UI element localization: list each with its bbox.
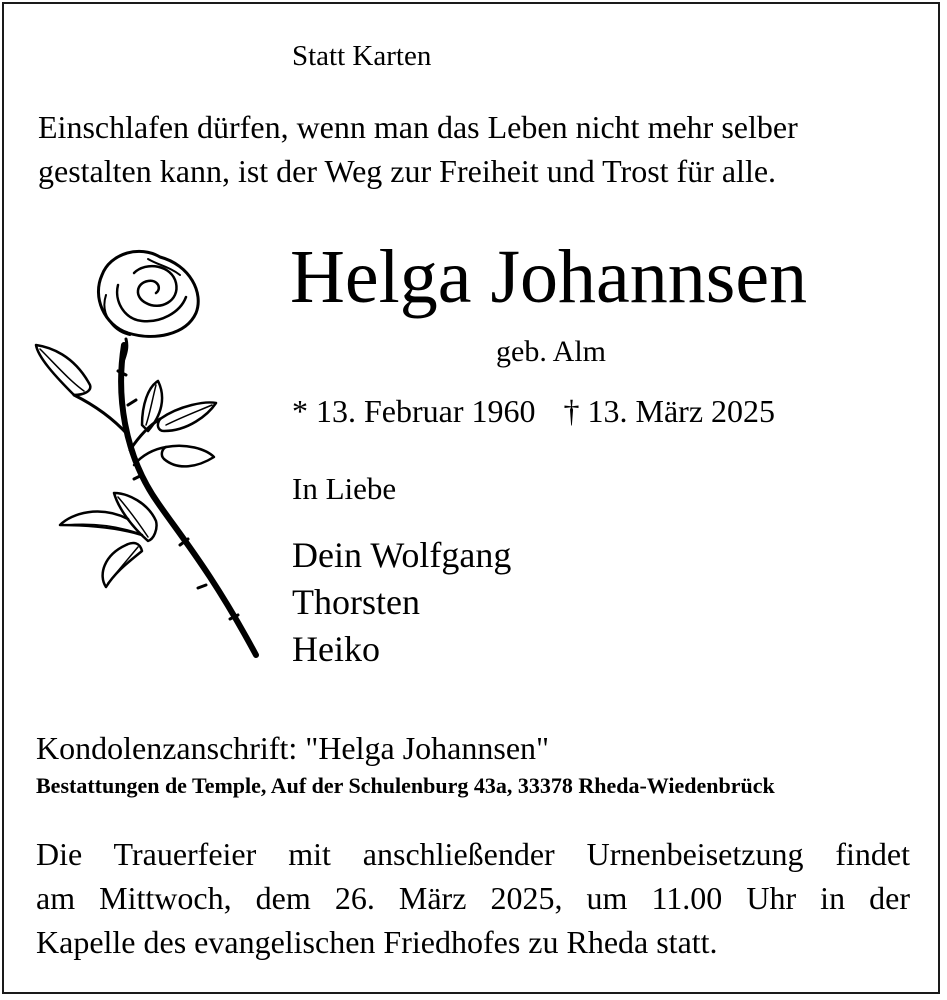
condolence-address: Bestattungen de Temple, Auf der Schulenburg 43a, 33378 Rheda-Wiedenbrück bbox=[36, 773, 775, 798]
rose-icon bbox=[30, 235, 270, 665]
service-line-3: Kapelle des evangelischen Friedhofes zu Rheda statt. bbox=[36, 924, 718, 960]
mourners-list bbox=[292, 532, 511, 673]
maiden-name: geb. Alm bbox=[496, 335, 606, 368]
service-line-1: Die Trauerfeier mit anschließender Urnenbeisetzung findet bbox=[36, 836, 910, 872]
mourners-intro: In Liebe bbox=[292, 471, 397, 506]
life-dates bbox=[292, 393, 775, 430]
mourner-name: Thorsten bbox=[292, 582, 420, 622]
service-line-2: am Mittwoch, dem 26. März 2025, um 11.00 Uhr in der bbox=[36, 880, 910, 916]
quote-line-1: Einschlafen dürfen, wenn man das Leben nicht mehr selber bbox=[38, 109, 798, 145]
quote-line-2: gestalten kann, ist der Weg zur Freiheit und Trost für alle. bbox=[38, 153, 777, 189]
condolence-label: Kondolenzanschrift: "Helga Johannsen" bbox=[36, 730, 550, 766]
service-announcement bbox=[36, 832, 910, 964]
death-date: † 13. März 2025 bbox=[563, 393, 776, 429]
mourner-name: Heiko bbox=[292, 629, 380, 669]
birth-date: * 13. Februar 1960 bbox=[292, 393, 536, 429]
header-label: Statt Karten bbox=[292, 40, 432, 72]
mourner-name: Dein Wolfgang bbox=[292, 535, 512, 575]
deceased-name: Helga Johannsen bbox=[290, 235, 808, 319]
memorial-quote bbox=[38, 105, 798, 193]
